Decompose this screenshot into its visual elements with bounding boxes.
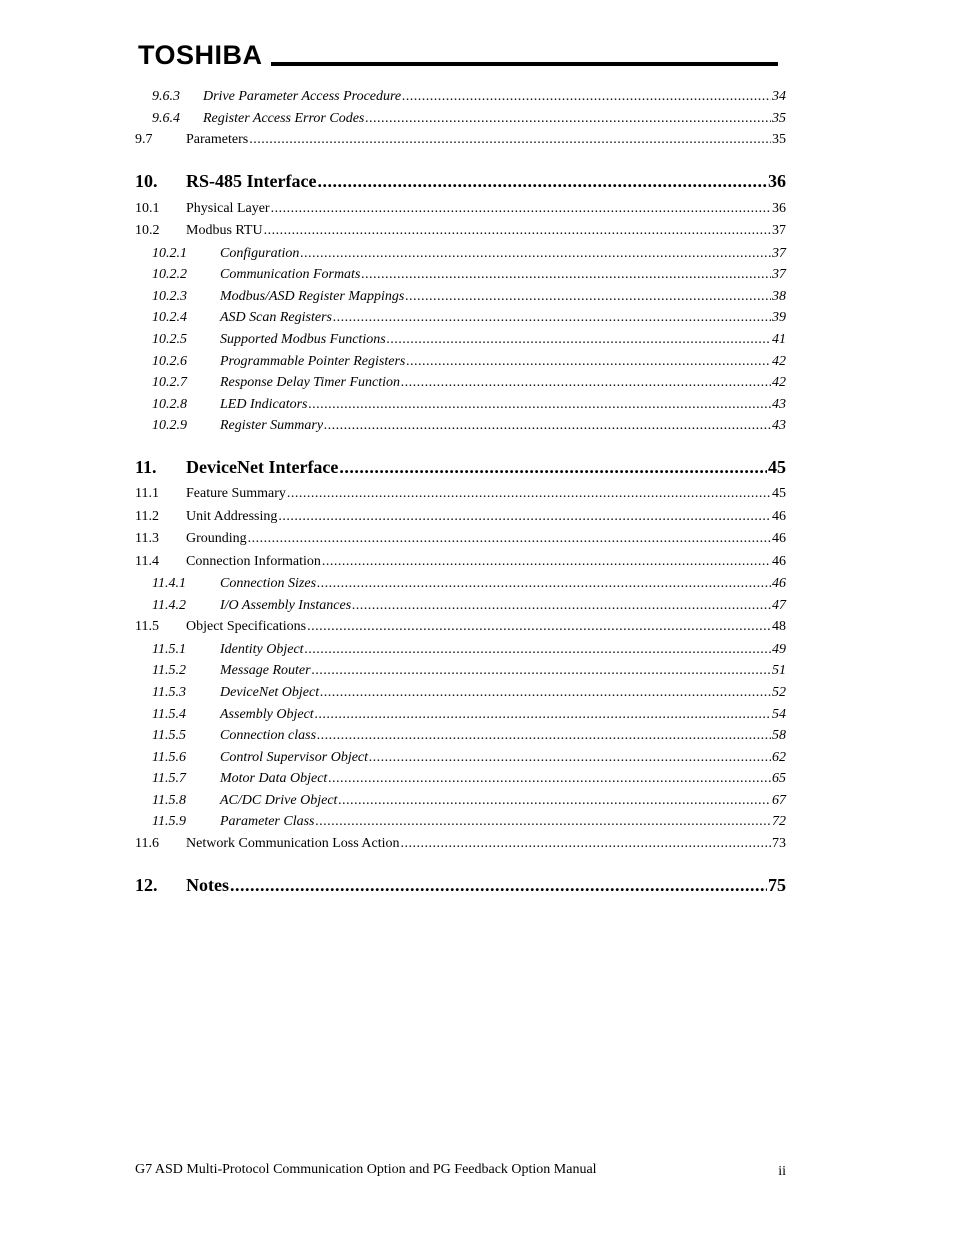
toc-entry-number: 10.2.5 — [152, 332, 187, 348]
toc-entry[interactable] — [135, 354, 786, 376]
toc-dot-leader — [264, 223, 771, 239]
toc-entry-page: 49 — [772, 641, 786, 657]
toc-entry-number: 10.2.6 — [152, 353, 187, 369]
toc-chapter-entry[interactable] — [135, 871, 786, 901]
toc-entry[interactable] — [135, 509, 786, 532]
toc-entry-number: 11.4.1 — [152, 576, 186, 592]
toc-entry-page: 46 — [772, 576, 786, 592]
toc-entry-title: DeviceNet Object — [220, 684, 320, 700]
toc-entry-title: LED Indicators — [220, 396, 308, 412]
toc-entry-title: Message Router — [220, 663, 311, 679]
toc-entry-page: 47 — [772, 597, 786, 613]
toc-entry[interactable] — [135, 836, 786, 859]
toshiba-logo: TOSHIBA — [138, 40, 263, 70]
toc-entry-number: 10.2.3 — [152, 288, 187, 304]
toc-entry-number: 11.5.1 — [152, 641, 186, 657]
toc-entry[interactable] — [135, 267, 786, 289]
toc-dot-leader — [361, 267, 771, 283]
toc-entry-number: 11. — [135, 456, 157, 477]
toc-dot-leader — [249, 132, 771, 148]
toc-entry-number: 11.5 — [135, 619, 159, 635]
toc-entry-page: 35 — [772, 132, 786, 148]
toc-dot-leader — [324, 418, 771, 434]
toc-entry[interactable] — [135, 554, 786, 577]
toc-entry-number: 11.5.3 — [152, 684, 186, 700]
toc-entry-title: Object Specifications — [186, 619, 307, 635]
toc-entry-number: 11.4.2 — [152, 597, 186, 613]
toc-entry[interactable] — [135, 289, 786, 311]
toc-dot-leader — [312, 663, 771, 679]
toc-entry[interactable] — [135, 728, 786, 750]
toc-entry-page: 42 — [772, 375, 786, 391]
toc-dot-leader — [271, 201, 771, 217]
toc-chapter-entry[interactable] — [135, 167, 786, 197]
toc-entry-page: 42 — [772, 353, 786, 369]
toc-entry-page: 46 — [772, 508, 786, 524]
toc-dot-leader — [402, 89, 771, 105]
toc-dot-leader — [307, 619, 771, 635]
toc-entry-title: Identity Object — [220, 641, 304, 657]
toc-dot-leader — [278, 509, 771, 525]
toc-entry[interactable] — [135, 486, 786, 509]
toc-entry-page: 45 — [772, 486, 786, 502]
toc-dot-leader — [317, 171, 767, 192]
toc-entry-title: Register Summary — [220, 418, 324, 434]
toc-entry-page: 39 — [772, 310, 786, 326]
toc-entry-title: Unit Addressing — [186, 508, 278, 524]
toc-entry-number: 10.1 — [135, 200, 160, 216]
toc-entry[interactable] — [135, 771, 786, 793]
toc-entry-number: 10.2.7 — [152, 375, 187, 391]
toc-entry-title: ASD Scan Registers — [220, 310, 332, 326]
header-rule — [271, 62, 778, 66]
toc-dot-leader — [339, 457, 767, 478]
toc-dot-leader — [316, 814, 772, 830]
toc-entry-page: 37 — [772, 245, 786, 261]
toc-entry-page: 36 — [768, 171, 786, 192]
toc-entry-page: 45 — [768, 456, 786, 477]
toc-entry-number: 10.2 — [135, 223, 160, 239]
toc-entry-title: Feature Summary — [186, 486, 286, 502]
toc-entry-title: Motor Data Object — [220, 771, 328, 787]
toc-entry-page: 43 — [772, 418, 786, 434]
toc-entry-number: 10. — [135, 171, 158, 192]
toc-dot-leader — [401, 375, 771, 391]
toc-dot-leader — [387, 332, 771, 348]
toc-entry-number: 11.5.9 — [152, 814, 186, 830]
toc-entry[interactable] — [135, 814, 786, 836]
toc-entry-title: Connection class — [220, 728, 317, 744]
toc-dot-leader — [406, 354, 771, 370]
toc-entry-page: 54 — [772, 706, 786, 722]
toc-entry-number: 11.5.6 — [152, 749, 186, 765]
toc-entry[interactable] — [135, 201, 786, 224]
toc-entry[interactable] — [135, 418, 786, 440]
toc-dot-leader — [369, 750, 771, 766]
toc-entry[interactable] — [135, 223, 786, 246]
toc-entry-title: Drive Parameter Access Procedure — [203, 89, 402, 104]
toc-entry-title: Communication Formats — [220, 267, 361, 283]
toc-entry-number: 10.2.1 — [152, 245, 187, 261]
toc-entry-number: 11.3 — [135, 531, 159, 547]
toc-entry-page: 36 — [772, 200, 786, 216]
toc-entry-page: 65 — [772, 771, 786, 787]
toc-entry[interactable] — [135, 793, 786, 815]
toc-entry-title: Supported Modbus Functions — [220, 332, 386, 348]
toc-entry-title: Modbus/ASD Register Mappings — [220, 288, 405, 304]
toc-dot-leader — [365, 111, 771, 127]
toc-entry-page: 43 — [772, 396, 786, 412]
footer-page-number: ii — [778, 1164, 786, 1179]
toc-entry[interactable] — [135, 132, 786, 155]
toc-entry-number: 11.1 — [135, 486, 159, 502]
toc-entry-title: Connection Sizes — [220, 576, 317, 592]
toc-entry-page: 41 — [772, 332, 786, 348]
toc-dot-leader — [333, 310, 771, 326]
toc-dot-leader — [405, 289, 771, 305]
toc-dot-leader — [322, 554, 771, 570]
toc-dot-leader — [230, 875, 767, 896]
toc-entry-page: 52 — [772, 684, 786, 700]
toc-entry[interactable] — [135, 707, 786, 729]
toc-entry-number: 9.7 — [135, 132, 153, 148]
toc-entry-number: 11.5.4 — [152, 706, 186, 722]
toc-dot-leader — [400, 836, 771, 852]
toc-entry-page: 67 — [772, 792, 786, 808]
toc-entry[interactable] — [135, 619, 786, 642]
toc-entry-number: 12. — [135, 875, 158, 896]
toc-entry-page: 72 — [772, 814, 786, 830]
toc-dot-leader — [317, 576, 771, 592]
toc-entry-title: Notes — [186, 875, 229, 896]
toc-entry-title: Parameter Class — [220, 814, 315, 830]
toc-dot-leader — [317, 728, 771, 744]
toc-entry-title: Physical Layer — [186, 200, 270, 216]
toc-entry-title: I/O Assembly Instances — [220, 597, 352, 613]
toc-dot-leader — [315, 707, 771, 723]
toc-dot-leader — [248, 531, 771, 547]
toc-entry-page: 73 — [772, 836, 786, 852]
toc-entry-number: 10.2.2 — [152, 267, 187, 283]
toc-entry[interactable] — [135, 332, 786, 354]
toc-entry[interactable] — [135, 246, 786, 268]
toc-entry[interactable] — [135, 531, 786, 554]
toc-dot-leader — [320, 685, 771, 701]
toc-entry[interactable] — [135, 642, 786, 664]
toc-entry-page: 51 — [772, 663, 786, 679]
toc-dot-leader — [309, 397, 772, 413]
toc-entry-page: 37 — [772, 267, 786, 283]
toc-entry-title: Configuration — [220, 245, 300, 261]
toc-entry-title: Network Communication Loss Action — [186, 836, 400, 852]
toc-entry[interactable] — [135, 111, 786, 133]
toc-entry-title: Register Access Error Codes — [203, 110, 365, 126]
toc-entry-title: AC/DC Drive Object — [220, 792, 338, 808]
toc-entry-title: Modbus RTU — [186, 223, 263, 239]
toc-entry-number: 9.6.3 — [152, 89, 180, 104]
toc-entry-number: 11.2 — [135, 508, 159, 524]
toc-entry-number: 10.2.9 — [152, 418, 187, 434]
page-header — [138, 40, 778, 70]
toc-entry-title: Parameters — [186, 132, 249, 148]
toc-entry-title: Control Supervisor Object — [220, 749, 369, 765]
toc-entry-title: Connection Information — [186, 553, 321, 569]
toc-entry-page: 34 — [772, 89, 786, 104]
toc-entry[interactable] — [135, 375, 786, 397]
toc-entry-title: DeviceNet Interface — [186, 456, 339, 477]
toc-entry-title: Grounding — [186, 531, 247, 547]
toc-entry[interactable] — [135, 685, 786, 707]
toc-entry-page: 38 — [772, 288, 786, 304]
toc-entry[interactable] — [135, 576, 786, 598]
toc-entry-number: 11.5.7 — [152, 771, 186, 787]
toc-entry-page: 37 — [772, 223, 786, 239]
toc-entry[interactable] — [135, 663, 786, 685]
toc-entry-title: Programmable Pointer Registers — [220, 353, 406, 369]
toc-entry-number: 11.5.8 — [152, 792, 186, 808]
toc-entry-number: 9.6.4 — [152, 110, 180, 126]
toc-entry[interactable] — [135, 397, 786, 419]
toc-entry-page: 46 — [772, 553, 786, 569]
toc-entry-page: 48 — [772, 619, 786, 635]
toc-entry[interactable] — [135, 750, 786, 772]
toc-entry-title: RS-485 Interface — [186, 171, 317, 192]
toc-dot-leader — [352, 598, 771, 614]
toc-entry-page: 58 — [772, 728, 786, 744]
toc-entry-number: 10.2.4 — [152, 310, 187, 326]
toc-entry[interactable] — [135, 89, 786, 111]
toc-entry[interactable] — [135, 310, 786, 332]
toc-entry-number: 10.2.8 — [152, 396, 187, 412]
toc-chapter-entry[interactable] — [135, 452, 786, 482]
toc-dot-leader — [300, 246, 771, 262]
toc-entry-number: 11.5.2 — [152, 663, 186, 679]
toc-entry-page: 62 — [772, 749, 786, 765]
toc-entry-title: Assembly Object — [220, 706, 314, 722]
toc-entry-title: Response Delay Timer Function — [220, 375, 401, 391]
toc-dot-leader — [328, 771, 771, 787]
footer-title: G7 ASD Multi-Protocol Communication Option and PG Feedback Option Manual — [135, 1162, 597, 1177]
toc-entry-number: 11.4 — [135, 553, 159, 569]
toc-entry-page: 46 — [772, 531, 786, 547]
toc-dot-leader — [338, 793, 771, 809]
toc-dot-leader — [287, 486, 771, 502]
toc-entry-number: 11.6 — [135, 836, 159, 852]
toc-entry[interactable] — [135, 598, 786, 620]
toc-entry-page: 75 — [768, 875, 786, 896]
toc-entry-page: 35 — [772, 110, 786, 126]
table-of-contents — [135, 89, 786, 905]
toc-dot-leader — [305, 642, 771, 658]
toc-entry-number: 11.5.5 — [152, 728, 186, 744]
